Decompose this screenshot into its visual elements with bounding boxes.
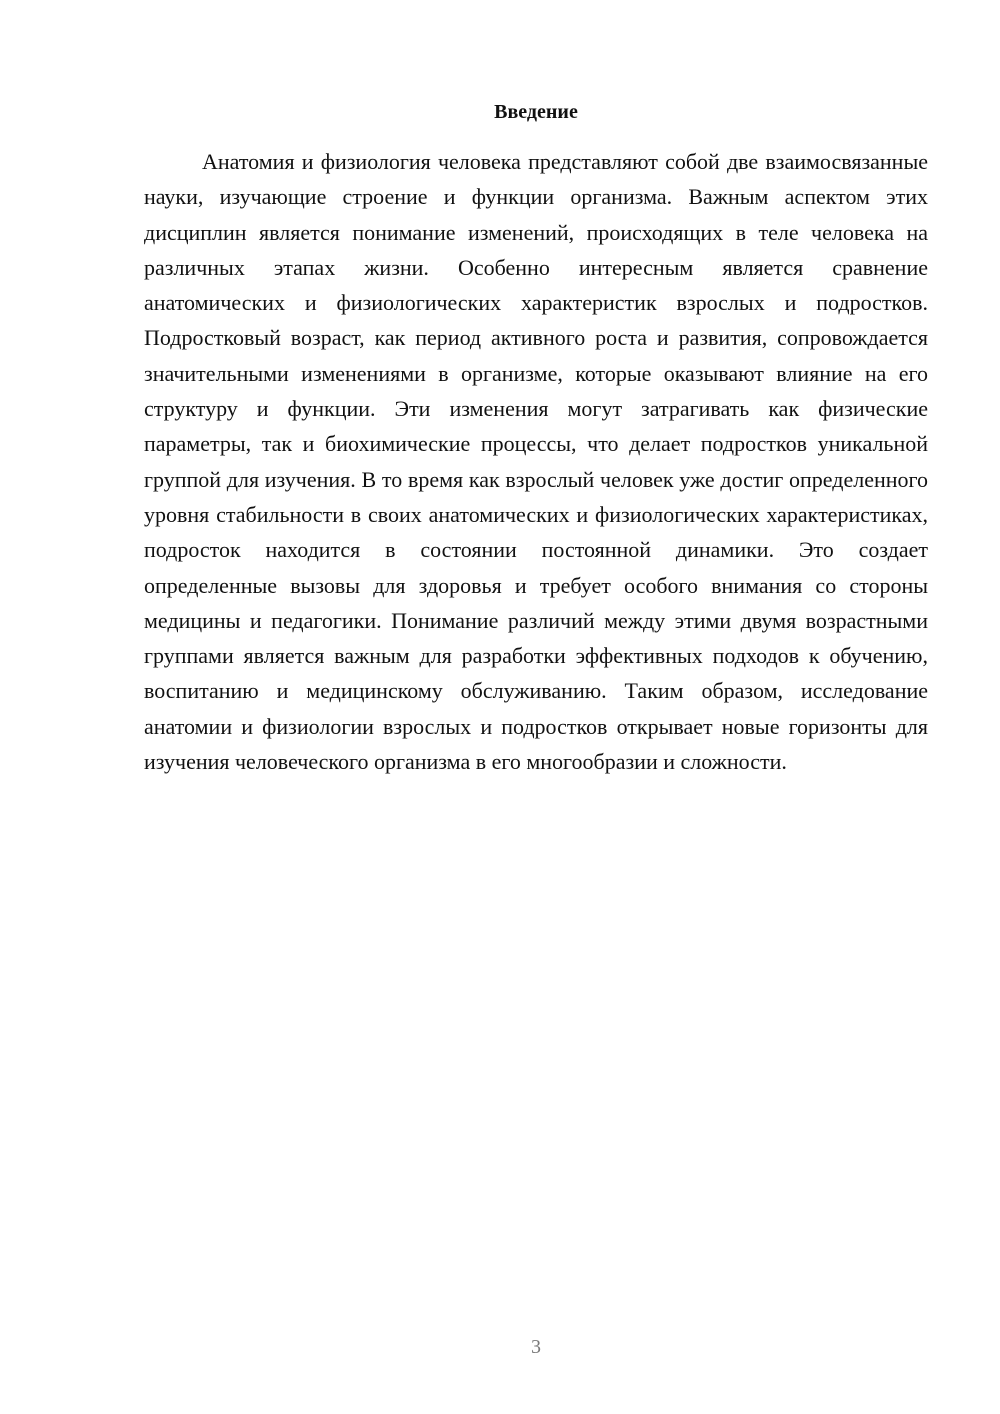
page-number: 3 <box>531 1336 541 1358</box>
introduction-paragraph: Анатомия и физиология человека представляют собой две взаимосвязанные науки, изучающие строение и функции организма. Важным аспектом этих дисциплин является понимание изменений, происходящих в теле человека на различных этапах жизни. Особенно интересным является сравнение анатомических и физиологических характеристик взрослых и подростков. Подростковый возраст, как период активного роста и развития, сопровождается значительными изменениями в организме, которые оказывают влияние на его структуру и функции. Эти изменения могут затрагивать как физические параметры, так и биохимические процессы, что делает подростков уникальной группой для изучения. В то время как взрослый человек уже достиг определенного уровня стабильности в своих анатомических и физиологических характеристиках, подросток находится в состоянии постоянной динамики. Это создает определенные вызовы для здоровья и требует особого внимания со стороны медицины и педагогики. Понимание различий между этими двумя возрастными группами является важным для разработки эффективных подходов к обучению, воспитанию и медицинскому обслуживанию. Таким образом, исследование анатомии и физиологии взрослых и подростков открывает новые горизонты для изучения человеческого организма в его многообразии и сложности. <box>144 149 928 775</box>
section-heading: Введение <box>494 101 578 123</box>
